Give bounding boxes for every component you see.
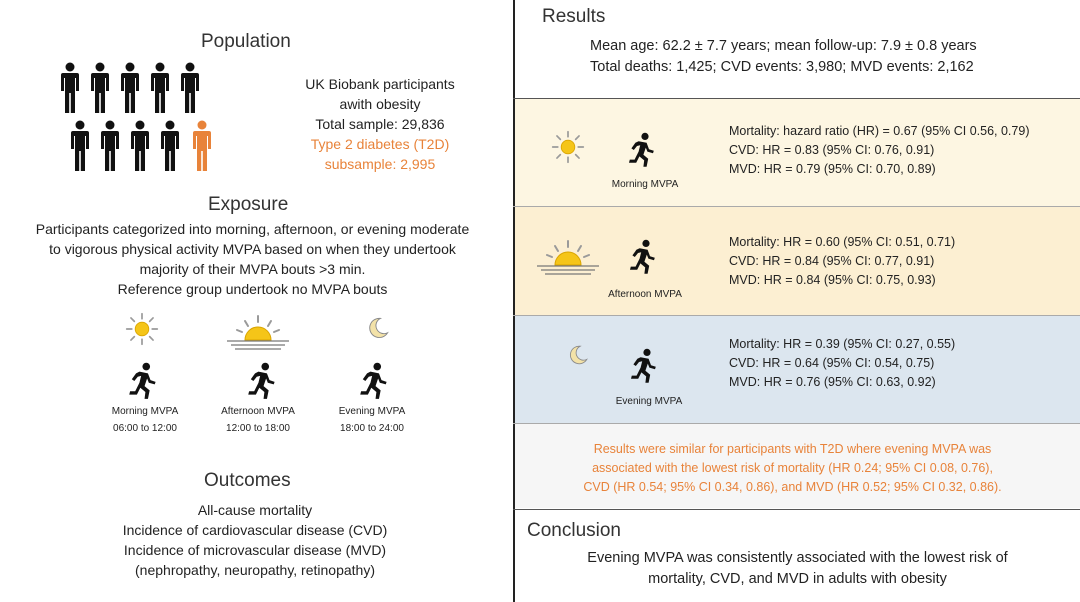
stat-line: Mortality: HR = 0.60 (95% CI: 0.51, 0.71): [729, 235, 956, 249]
runner-icon: [625, 132, 657, 168]
population-line: Total sample: 29,836: [315, 116, 445, 132]
band-label: Afternoon MVPA: [608, 289, 682, 300]
outcomes-heading: Outcomes: [204, 470, 291, 491]
outcome-line: Incidence of cardiovascular disease (CVD): [122, 522, 388, 538]
conclusion-line: Evening MVPA was consistently associated with the lowest risk of: [587, 550, 1008, 566]
runner-icon: [626, 239, 658, 275]
t2d-line: Type 2 diabetes (T2D): [310, 136, 450, 152]
population-heading: Population: [201, 31, 291, 52]
stat-line: Mortality: hazard ratio (HR) = 0.67 (95% CI 0.56, 0.79): [729, 124, 1030, 138]
population-line: awith obesity: [339, 96, 421, 112]
outcome-line: All-cause mortality: [197, 502, 313, 518]
t2d-results-note: [515, 424, 1080, 508]
exposure-line: majority of their MVPA bouts >3 min.: [139, 261, 366, 277]
exposure-line: to vigorous physical activity MVPA based on when they undertook: [49, 241, 456, 257]
runner-icon: [356, 362, 390, 400]
results-heading: Results: [542, 6, 606, 27]
outcome-line: Incidence of microvascular disease (MVD): [123, 542, 387, 558]
stat-line: MVD: HR = 0.84 (95% CI: 0.75, 0.93): [729, 273, 936, 287]
exposure-line: Participants categorized into morning, afternoon, or evening moderate: [35, 221, 470, 237]
moon-icon: [567, 344, 589, 366]
band-stats: [729, 233, 955, 290]
stat-line: MVD: HR = 0.79 (95% CI: 0.70, 0.89): [729, 162, 936, 176]
exposure-heading: Exposure: [208, 194, 289, 215]
group-label: Evening MVPA: [338, 406, 406, 417]
result-band-morning: [515, 99, 1080, 206]
band-label: Evening MVPA: [615, 396, 683, 407]
results-summary: [590, 36, 977, 78]
outcome-line: (nephropathy, neuropathy, retinopathy): [135, 562, 375, 578]
runner-icon: [244, 362, 278, 400]
exposure-group-evening: [322, 312, 422, 442]
stat-line: CVD: HR = 0.84 (95% CI: 0.77, 0.91): [729, 254, 935, 268]
outcomes-text: [0, 500, 510, 580]
exposure-line: Reference group undertook no MVPA bouts: [117, 281, 388, 297]
stat-line: CVD: HR = 0.83 (95% CI: 0.76, 0.91): [729, 143, 935, 157]
sunset-icon: [533, 237, 603, 277]
group-time: 12:00 to 18:00: [226, 423, 290, 434]
population-text: [260, 74, 500, 174]
exposure-group-afternoon: [208, 312, 308, 442]
result-band-afternoon: [515, 207, 1080, 315]
group-time: 06:00 to 12:00: [113, 423, 177, 434]
stat-line: MVD: HR = 0.76 (95% CI: 0.63, 0.92): [729, 375, 936, 389]
sunset-icon: [223, 312, 293, 352]
stat-line: CVD: HR = 0.64 (95% CI: 0.54, 0.75): [729, 356, 935, 370]
t2d-note-line: associated with the lowest risk of mortality (HR 0.24; 95% CI 0.08, 0.76),: [592, 461, 993, 475]
band-stats: [729, 335, 955, 392]
runner-icon: [627, 348, 659, 384]
results-line: Total deaths: 1,425; CVD events: 3,980; MVD events: 2,162: [590, 59, 974, 75]
exposure-text: [0, 219, 505, 299]
conclusion-heading: Conclusion: [527, 520, 621, 541]
result-band-evening: [515, 316, 1080, 423]
group-label: Afternoon MVPA: [221, 406, 295, 417]
results-line: Mean age: 62.2 ± 7.7 years; mean follow-up: 7.9 ± 0.8 years: [590, 38, 977, 54]
group-time: 18:00 to 24:00: [340, 423, 404, 434]
conclusion-text: [515, 548, 1080, 590]
t2d-note-line: Results were similar for participants with T2D where evening MVPA was: [593, 442, 992, 456]
sun-icon: [125, 312, 159, 346]
sun-icon: [551, 130, 585, 164]
t2d-note-text: [515, 440, 1070, 497]
divider-line: [513, 509, 1080, 510]
conclusion-line: mortality, CVD, and MVD in adults with obesity: [648, 571, 947, 587]
t2d-line: subsample: 2,995: [324, 156, 436, 172]
moon-icon: [366, 316, 390, 340]
group-label: Morning MVPA: [111, 406, 179, 417]
population-people-icon: [56, 62, 216, 178]
exposure-group-morning: [95, 312, 195, 442]
runner-icon: [125, 362, 159, 400]
population-line: UK Biobank participants: [305, 76, 455, 92]
band-label: Morning MVPA: [611, 179, 679, 190]
band-stats: [729, 122, 1029, 179]
stat-line: Mortality: HR = 0.39 (95% CI: 0.27, 0.55): [729, 337, 956, 351]
t2d-note-line: CVD (HR 0.54; 95% CI 0.34, 0.86), and MVD (HR 0.52; 95% CI 0.32, 0.86).: [583, 480, 1002, 494]
